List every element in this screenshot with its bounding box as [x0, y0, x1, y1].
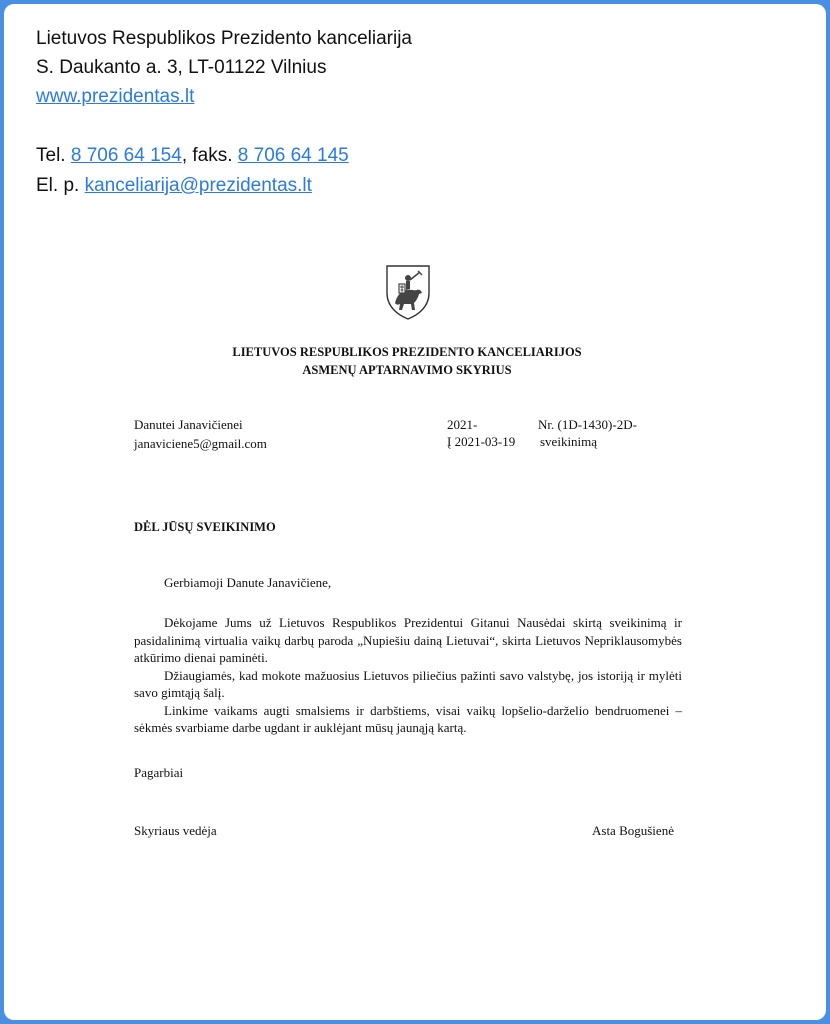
- email-link[interactable]: kanceliarija@prezidentas.lt: [84, 175, 312, 196]
- tel-link[interactable]: 8 706 64 154: [70, 145, 182, 166]
- letterhead-line-2: ASMENŲ APTARNAVIMO SKYRIUS: [302, 363, 512, 377]
- document-page: [4, 4, 826, 1020]
- email-label: El. p.: [36, 175, 85, 196]
- date-line-2: Į 2021-03-19: [447, 434, 516, 449]
- salutation: Gerbiamoji Danute Janavičiene,: [164, 575, 332, 590]
- signature-title: Skyriaus vedėja: [134, 823, 217, 838]
- fax-link[interactable]: 8 706 64 145: [237, 145, 349, 166]
- subject-heading: DĖL JŪSŲ SVEIKINIMO: [134, 520, 276, 534]
- sender-email-row: [36, 171, 312, 201]
- tel-label: Tel.: [36, 145, 71, 166]
- letterhead-line-1: LIETUVOS RESPUBLIKOS PREZIDENTO KANCELIARIJOS: [232, 345, 582, 359]
- fax-label: , faks.: [181, 145, 238, 166]
- number-line-1: Nr. (1D-1430)-2D-: [538, 417, 637, 432]
- closing: Pagarbiai: [134, 765, 184, 780]
- recipient-email: janaviciene5@gmail.com: [134, 436, 267, 451]
- date-line-1: 2021-: [447, 417, 478, 432]
- sender-org-name: Lietuvos Respublikos Prezidento kanceliarija: [36, 28, 412, 49]
- body-paragraph-3: Linkime vaikams augti smalsiems ir darbštiems, visai vaikų lopšelio-darželio bendruomenei – sėkmės svarbiame darbe ugdant ir auklėjant mūsų jaunąją kartą.: [134, 702, 682, 735]
- sender-address: S. Daukanto a. 3, LT-01122 Vilnius: [36, 57, 327, 78]
- recipient-name: Danutei Janavičienei: [134, 417, 243, 432]
- website-link[interactable]: www.prezidentas.lt: [36, 86, 195, 107]
- number-line-2: sveikinimą: [540, 434, 598, 449]
- letter-body: [134, 614, 682, 737]
- body-paragraph-2: Džiaugiamės, kad mokote mažuosius Lietuvos piliečius pažinti savo valstybę, jos istoriją ir mylėti savo gimtąją šalį.: [134, 667, 682, 700]
- sender-phone-row: [36, 141, 349, 171]
- signature-name: Asta Bogušienė: [592, 823, 674, 838]
- body-paragraph-1: Dėkojame Jums už Lietuvos Respublikos Prezidentui Gitanui Nausėdai skirtą sveikinimą ir pasidalinimą virtualia vaikų darbų paroda „Nupiešiu dainą Lietuvai“, skirta Lietuvos Nepriklausomybės atkūrimo dienai paminėti.: [134, 615, 682, 665]
- coat-of-arms-icon: [384, 263, 432, 321]
- sender-website-row: [36, 82, 194, 112]
